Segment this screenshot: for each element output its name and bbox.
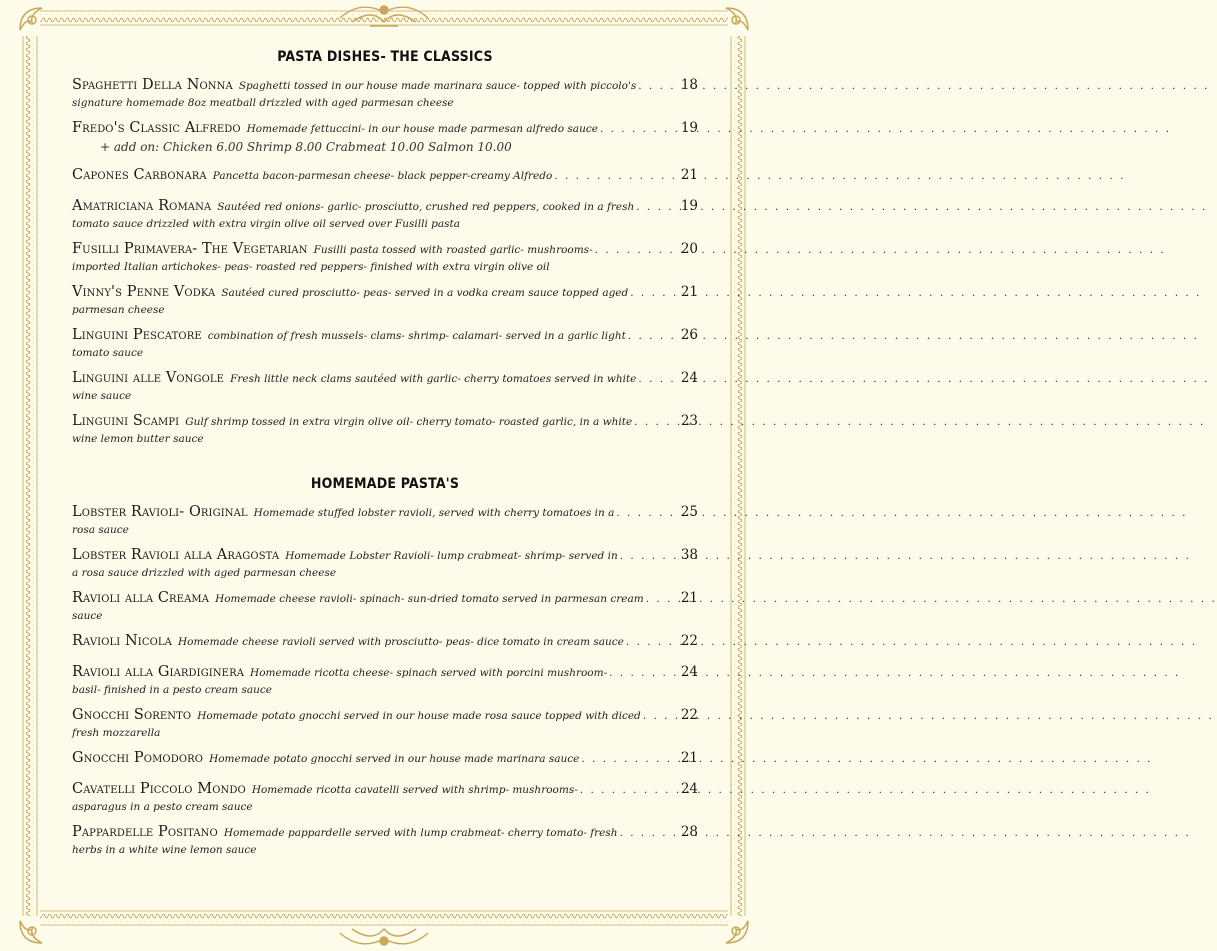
menu-item-description-cont: sauce <box>72 610 103 622</box>
menu-item-price: 28 <box>680 824 698 840</box>
menu-item-name: Lobster Ravioli alla Aragosta <box>72 547 280 563</box>
menu-item-description: Homemade stuffed lobster ravioli, served with cherry tomatoes in a <box>253 507 615 519</box>
menu-item-price: 25 <box>680 504 698 520</box>
menu-item-line <box>72 281 698 303</box>
menu-item-name: Fredo's Classic Alfredo <box>72 120 241 136</box>
menu-item <box>72 544 698 587</box>
menu-item <box>72 164 698 195</box>
menu-item-description-cont: imported Italian artichokes- peas- roasted red peppers- finished with extra virgin olive oil <box>72 261 550 273</box>
menu-item-name: Vinny's Penne Vodka <box>72 284 216 300</box>
menu-item-name: Gnocchi Sorento <box>72 707 192 723</box>
menu-item-description-cont: a rosa sauce drizzled with aged parmesan cheese <box>72 567 337 579</box>
menu-item-line <box>72 544 698 566</box>
menu-item-description-cont: wine sauce <box>72 390 132 402</box>
menu-item-description: Spaghetti tossed in our house made marinara sauce- topped with piccolo's <box>238 80 637 92</box>
menu-item-description: Homemade pappardelle served with lump crabmeat- cherry tomato- fresh <box>223 827 618 839</box>
menu-item-line <box>72 821 698 843</box>
menu-item-description: Homemade potato gnocchi served in our house made rosa sauce topped with diced <box>197 710 641 722</box>
leader-dots <box>624 631 672 653</box>
menu-item-line <box>72 117 698 139</box>
menu-item-name: Linguini Scampi <box>72 413 180 429</box>
menu-item <box>72 501 698 544</box>
menu-item-line <box>72 630 698 652</box>
menu-item <box>72 587 698 630</box>
menu-item-description: Pancetta bacon-parmesan cheese- black pepper-creamy Alfredo <box>212 170 553 182</box>
menu-item <box>72 367 698 410</box>
menu-item-line <box>72 324 698 346</box>
menu-item-name: Pappardelle Positano <box>72 824 218 840</box>
menu-item-description-cont: tomato sauce drizzled with extra virgin olive oil served over Fusilli pasta <box>72 218 461 230</box>
menu-item-price: 19 <box>680 198 698 214</box>
menu-item-price: 18 <box>680 77 698 93</box>
menu-item-description: Sautéed red onions- garlic- prosciutto, crushed red peppers, cooked in a fresh <box>217 201 635 213</box>
leader-dots <box>607 662 672 684</box>
menu-item-description: Homemade cheese ravioli- spinach- sun-dried tomato served in parmesan cream <box>215 593 644 605</box>
menu-item <box>72 281 698 324</box>
menu-item <box>72 117 698 164</box>
menu-item-price: 24 <box>680 370 698 386</box>
menu-item-description-cont: fresh mozzarella <box>72 727 161 739</box>
menu-item-line <box>72 501 698 523</box>
menu-item <box>72 747 698 778</box>
menu-item-line <box>72 587 698 609</box>
leader-dots <box>628 282 672 304</box>
menu-item-name: Ravioli Nicola <box>72 633 172 649</box>
menu-item-name: Spaghetti Della Nonna <box>72 77 233 93</box>
leader-dots <box>641 705 672 727</box>
menu-item-description-cont: wine lemon butter sauce <box>72 433 204 445</box>
leader-dots <box>618 545 672 567</box>
menu-item-name: Ravioli alla Creama <box>72 590 210 606</box>
menu-item-price: 24 <box>680 664 698 680</box>
menu-item-description-cont: rosa sauce <box>72 524 129 536</box>
menu-item <box>72 821 698 864</box>
leader-dots <box>626 325 672 347</box>
menu-item-name: Fusilli Primavera- The Vegetarian <box>72 241 308 257</box>
leader-dots <box>634 196 672 218</box>
menu-item-line <box>72 164 698 186</box>
menu-item-name: Gnocchi Pomodoro <box>72 750 204 766</box>
menu-item-description: Fresh little neck clams sautéed with garlic- cherry tomatoes served in white <box>230 373 637 385</box>
leader-dots <box>598 118 672 140</box>
menu-item-description: Homemade potato gnocchi served in our house made marinara sauce <box>209 753 580 765</box>
menu-item-name: Lobster Ravioli- Original <box>72 504 248 520</box>
menu-item-description: Fusilli pasta tossed with roasted garlic- mushrooms- <box>313 244 593 256</box>
menu-item-line <box>72 74 698 96</box>
menu-item-name: Linguini alle Vongole <box>72 370 225 386</box>
menu-item-price: 38 <box>680 547 698 563</box>
menu-item-description-cont: asparagus in a pesto cream sauce <box>72 801 253 813</box>
menu-item-line <box>72 195 698 217</box>
menu-item-price: 21 <box>680 167 698 183</box>
menu-item-line <box>72 747 698 769</box>
menu-item-description: Homemade Lobster Ravioli- lump crabmeat- shrimp- served in <box>285 550 618 562</box>
section-classics <box>72 46 698 453</box>
menu-item-name: Linguini Pescatore <box>72 327 202 343</box>
menu-item-price: 22 <box>680 707 698 723</box>
section-homemade <box>72 473 698 864</box>
menu-item <box>72 704 698 747</box>
leader-dots <box>632 411 672 433</box>
section-title: PASTA DISHES- THE CLASSICS <box>277 49 493 65</box>
menu-item-description: combination of fresh mussels- clams- shrimp- calamari- served in a garlic light <box>207 330 626 342</box>
menu-item-name: Capones Carbonara <box>72 167 207 183</box>
menu-item-description-cont: signature homemade 8oz meatball drizzled with aged parmesan cheese <box>72 97 454 109</box>
menu-item-line <box>72 778 698 800</box>
menu-item-line <box>72 410 698 432</box>
menu-item-price: 21 <box>680 284 698 300</box>
menu-item <box>72 324 698 367</box>
menu-item-description-cont: parmesan cheese <box>72 304 165 316</box>
leader-dots <box>618 822 672 844</box>
menu-item-line <box>72 367 698 389</box>
menu-item-name: Cavatelli Piccolo Mondo <box>72 781 246 797</box>
menu-content <box>72 46 698 864</box>
menu-item-price: 22 <box>680 633 698 649</box>
menu-item-name: Amatriciana Romana <box>72 198 212 214</box>
menu-item-description: Homemade fettuccini- in our house made parmesan alfredo sauce <box>246 123 598 135</box>
leader-dots <box>579 748 672 770</box>
section-title: HOMEMADE PASTA'S <box>310 476 460 492</box>
menu-item-description-cont: herbs in a white wine lemon sauce <box>72 844 257 856</box>
menu-item-price: 19 <box>680 120 698 136</box>
menu-item <box>72 410 698 453</box>
menu-item-price: 20 <box>680 241 698 257</box>
menu-item-price: 21 <box>680 750 698 766</box>
menu-item <box>72 74 698 117</box>
menu-item-description: Homemade ricotta cavatelli served with shrimp- mushrooms- <box>251 784 578 796</box>
menu-item-price: 23 <box>680 413 698 429</box>
menu-item-line <box>72 238 698 260</box>
menu-item-price: 24 <box>680 781 698 797</box>
menu-item <box>72 195 698 238</box>
menu-item <box>72 778 698 821</box>
menu-item <box>72 238 698 281</box>
leader-dots <box>636 75 672 97</box>
menu-item <box>72 630 698 661</box>
menu-item-line <box>72 704 698 726</box>
menu-item-description-cont: tomato sauce <box>72 347 144 359</box>
leader-dots <box>614 502 672 524</box>
menu-item-price: 26 <box>680 327 698 343</box>
leader-dots <box>636 368 672 390</box>
menu-item-description: Sautéed cured prosciutto- peas- served in a vodka cream sauce topped aged <box>221 287 629 299</box>
menu-item-line <box>72 661 698 683</box>
menu-item-description: Gulf shrimp tossed in extra virgin olive oil- cherry tomato- roasted garlic, in a white <box>185 416 633 428</box>
menu-item <box>72 661 698 704</box>
menu-item-description-cont: basil- finished in a pesto cream sauce <box>72 684 272 696</box>
menu-item-name: Ravioli alla Giardiginera <box>72 664 245 680</box>
leader-dots <box>593 239 672 261</box>
menu-item-description: Homemade cheese ravioli served with prosciutto- peas- dice tomato in cream sauce <box>177 636 624 648</box>
leader-dots <box>552 165 672 187</box>
menu-item-addon: + add on: Chicken 6.00 Shrimp 8.00 Crabmeat 10.00 Salmon 10.00 <box>100 140 512 154</box>
leader-dots <box>644 588 672 610</box>
leader-dots <box>578 779 672 801</box>
menu-item-description: Homemade ricotta cheese- spinach served with porcini mushroom- <box>250 667 608 679</box>
menu-item-price: 21 <box>680 590 698 606</box>
